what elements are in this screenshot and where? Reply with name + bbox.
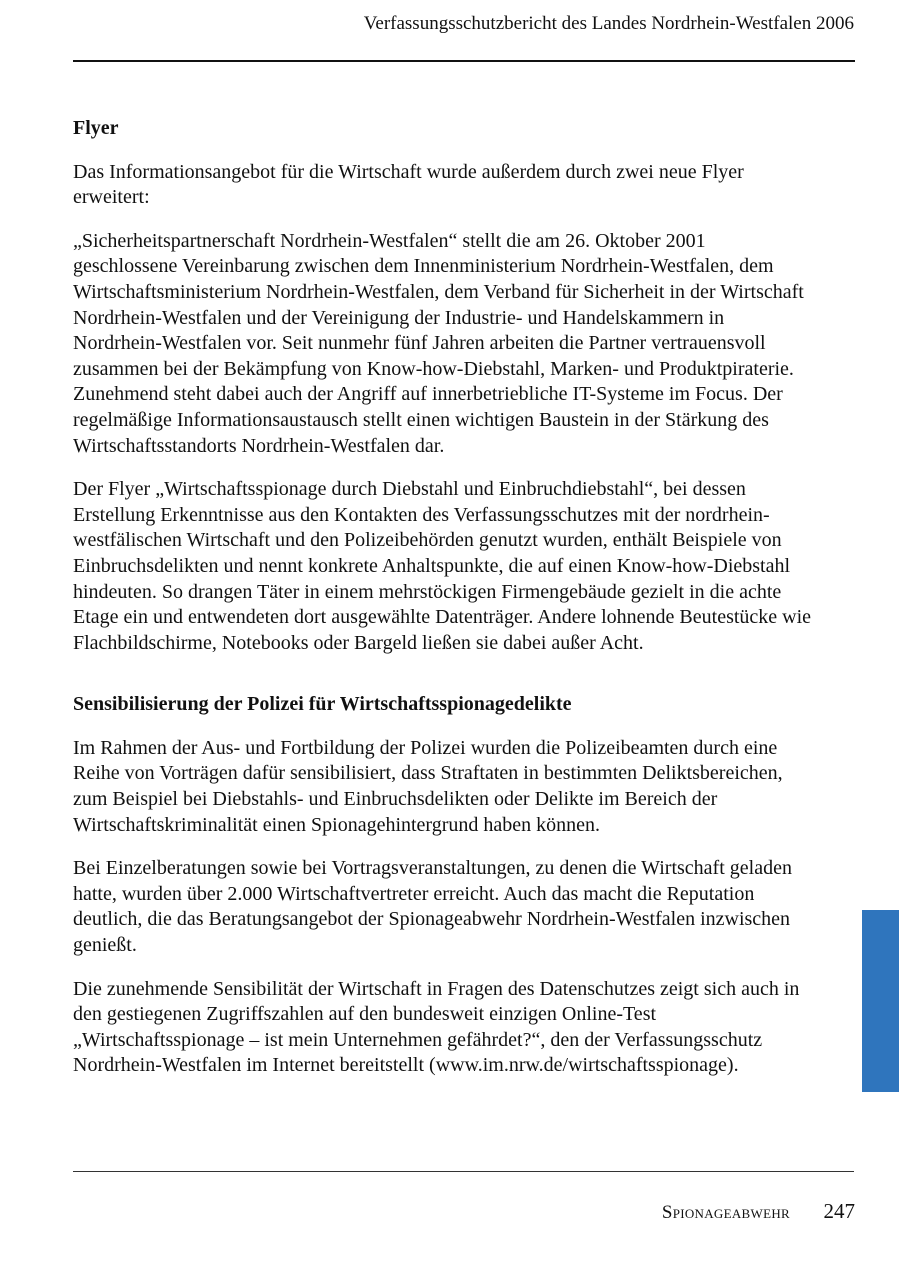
footer-section-label: Spionageabwehr	[661, 1202, 790, 1223]
section-heading-flyer: Flyer	[73, 117, 119, 139]
footer-divider	[73, 1171, 854, 1172]
paragraph: Der Flyer „Wirtschaftsspionage durch Diebstahl und Einbruchdiebstahl“, bei dessen Erstellung Erkenntnisse aus den Kontakten des Verfassungsschutzes mit der nordrhein-westfälischen Wirtschaft und den Polizeibehörden genutzt wurden, enthält Beispiele von Einbruchsdelikten und nennt konkrete Anhaltspunkte, die auf einen Know-how-Diebstahl hindeuten. So drangen Täter in einem mehrstöckigen Firmengebäude gezielt in die achte Etage ein und entwendeten dort ausgewählte Datenträger. Andere lohnende Beutestücke wie Flachbildschirme, Notebooks oder Bargeld ließen sie dabei außer Acht.	[73, 478, 812, 654]
page-body	[73, 116, 813, 1097]
paragraph: Im Rahmen der Aus- und Fortbildung der Polizei wurden die Polizeibeamten durch eine Reihe von Vorträgen dafür sensibilisiert, dass Straftaten in bestimmten Deliktsbereichen, zum Beispiel bei Diebstahls- und Einbruchsdelikten oder Delikte im Bereich der Wirtschaftskriminalität einen Spionagehintergrund haben können.	[73, 736, 783, 836]
section-heading-sensibilisierung: Sensibilisierung der Polizei für Wirtschaftsspionagedelikte	[73, 693, 572, 716]
paragraph: „Sicherheitspartnerschaft Nordrhein-Westfalen“ stellt die am 26. Oktober 2001 geschlossene Vereinbarung zwischen dem Innenministerium Nordrhein-Westfalen, dem Wirtschaftsministerium Nordrhein-Westfalen, dem Verband für Sicherheit in der Wirtschaft Nordrhein-Westfalen und der Vereinigung der Industrie- und Handelskammern in Nordrhein-Westfalen vor. Seit nunmehr fünf Jahren arbeiten die Partner vertrauensvoll zusammen bei der Bekämpfung von Know-how-Diebstahl, Marken- und Produktpiraterie. Zunehmend steht dabei auch der Angriff auf innerbetriebliche IT-Systeme im Focus. Der regelmäßige Informationsaustausch stellt einen wichtigen Baustein in der Stärkung des Wirtschaftsstandorts Nordrhein-Westfalen dar.	[73, 229, 804, 457]
header-divider	[73, 60, 855, 62]
running-head: Verfassungsschutzbericht des Landes Nordrhein-Westfalen 2006	[363, 13, 854, 34]
chapter-side-tab	[862, 910, 899, 1092]
paragraph: Die zunehmende Sensibilität der Wirtschaft in Fragen des Datenschutzes zeigt sich auch in den gestiegenen Zugriffszahlen auf den bundesweit einzigen Online-Test „Wirtschaftsspionage – ist mein Unternehmen gefährdet?“, den der Verfassungsschutz Nordrhein-Westfalen im Internet bereitstellt (www.im.nrw.de/wirtschaftsspionage).	[73, 977, 800, 1077]
paragraph: Das Informationsangebot für die Wirtschaft wurde außerdem durch zwei neue Flyer erweitert:	[73, 160, 744, 209]
page-number: 247	[823, 1199, 855, 1223]
paragraph: Bei Einzelberatungen sowie bei Vortragsveranstaltungen, zu denen die Wirtschaft geladen hatte, wurden über 2.000 Wirtschaftvertreter erreicht. Auch das macht die Reputation deutlich, die das Beratungsangebot der Spionageabwehr Nordrhein-Westfalen inzwischen genießt.	[73, 857, 792, 957]
